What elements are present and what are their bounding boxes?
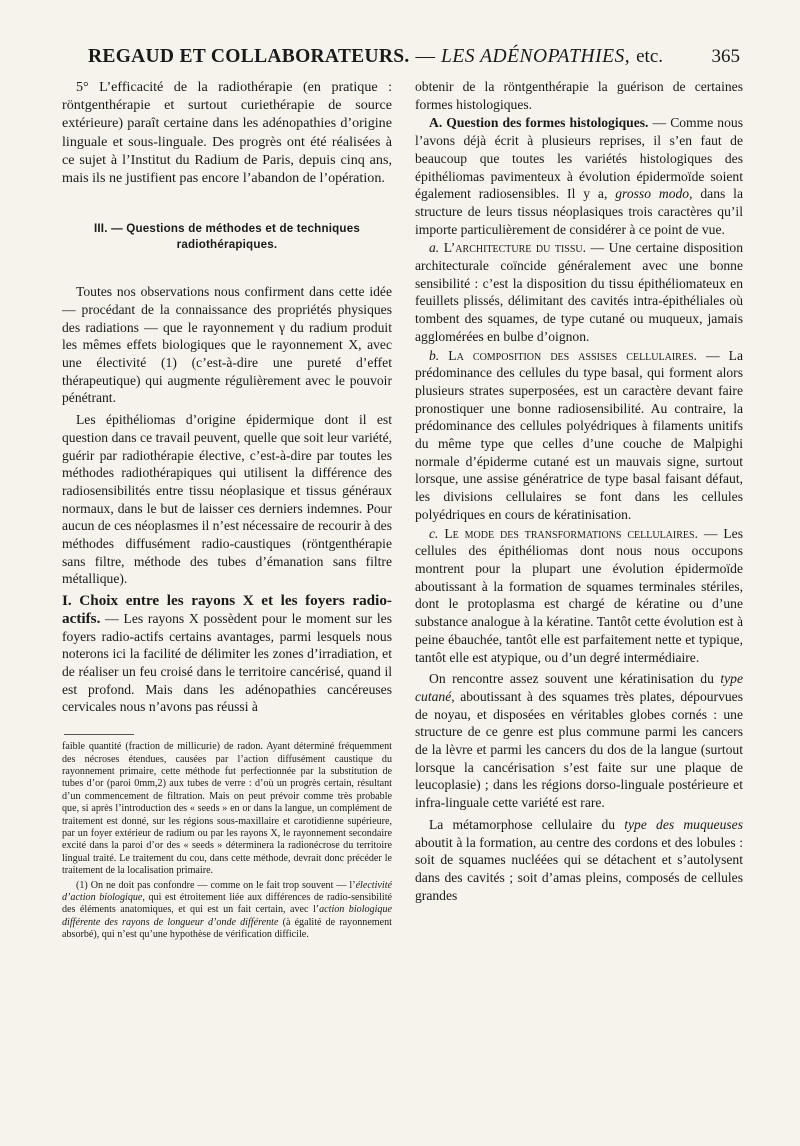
section-a-heading: A. Question des formes histologiques. xyxy=(429,115,649,131)
transformations-heading: Le mode des transformations cellulaires. xyxy=(444,525,698,541)
header-dash: — xyxy=(415,46,436,67)
running-header xyxy=(88,46,740,74)
composition-heading: La composition des assises cellulaires. xyxy=(448,347,697,363)
header-title: LES ADÉNOPATHIES, xyxy=(441,46,631,67)
paragraph-continuation: obtenir de la röntgenthérapie la guérison de certaines formes histologiques. xyxy=(415,79,743,112)
paragraph-composition: b. La composition des assises cellulaires. — La prédominance des cellules du type basal, qui forment alors plusieurs strates superposées, est un caractère devant faire pronostiquer une bonne radiosensibilité. Au contraire, la prédominance des cellules polyédriques à filaments unitifs du même type que celles d’une couche de Malpighi normale d’épiderme cutané est un mauvais signe, surtout lorsque, une assise génératrice de type basal faisant défaut, les divisions cellulaires se font dans les cellules polyédriques en cours de kératinisation. xyxy=(415,347,744,522)
paragraph-transformations: c. Le mode des transformations cellulaires. — Les cellules des épithéliomas dont nous nous occupons montrent pour la plupart une évolution épidermoïde aboutissant à la formation de squames terminales stériles, dont le protoplasma est chargé de kératine ou d’une substance analogue à la kératine. Tantôt cette évolution est à peine ébauchée, tantôt elle est parfaitement nette et typique, tantôt elle est atypique, ou d’un degré intermédiaire. xyxy=(415,525,743,665)
choice-rays-heading: I. Choix entre les rayons X et les foyers radio-actifs. xyxy=(62,592,392,627)
footnote-1: (1) On ne doit pas confondre — comme on le fait trop souvent — l’électivité d’action biologique, qui est étroitement liée aux différences de radio-sensibilité des éléments anatomiques, et qui est un fait certain, avec l’action biologique différente des rayons de longueur d’onde différente (à égalité de rayonnement absorbé), qui n’est qu’une hypothèse de vérification difficile. xyxy=(62,879,393,941)
paragraph-keratinisation: On rencontre assez souvent une kératinisation du type cutané, aboutissant à des squames très plates, dépourvues de noyau, et disposées en véritables globes cornés : une structure de ce genre est plus commune parmi les cancers de la lèvre et parmi les cancers du dos de la langue (surtout lorsque la cancérisation s’est faite sur une plaque de leucoplasie) ; dans les régions dorso-linguale postérieure et infra-linguale cette variété est rare. xyxy=(415,671,743,811)
header-etc: etc. xyxy=(636,46,664,67)
left-column xyxy=(62,78,392,942)
paragraph-choice-rays xyxy=(62,592,392,716)
right-column xyxy=(415,78,743,904)
architecture-heading: L’architecture du tissu. xyxy=(443,240,587,256)
page-number: 365 xyxy=(711,46,740,67)
section-iii-title: III. — Questions de méthodes et de techniques radiothérapiques. xyxy=(93,222,361,252)
paragraph-section-a: A. Question des formes histologiques. — Comme nous l’avons déjà écrit à plusieurs reprises, il s’en faut de beaucoup que toutes les variétés histologiques des épithéliomas pavimenteux à évolution épidermoïde soient également radiosensibles. Il y a, grosso modo, dans la structure de leurs tissus néoplasiques trois caractères qu’il importe particulièrement de considérer à ce point de vue. xyxy=(415,115,743,237)
footnote-continued: faible quantité (fraction de millicurie) de radon. Ayant déterminé fréquemment des nécroses étendues, causées par l’action diffusément caustique du rayonnement primaire, cette méthode fut perfectionnée par la substitution de tubes d’or (paroi 0mm,2) aux tubes de verre : d’où un progrès certain, résultant d’un commencement de filtration. Mais on peut prévoir comme très probable que, si après l’introduction des « seeds » en or dans la langue, un complément de traitement est donné, sur les régions sous-maxillaire et carotidienne supérieure, par un foyer extérieur de radium ou par les rayons X, le rayonnement secondaire excité dans la paroi d’or des « seeds » déterminera la radionécrose du territoire lingual traité. Le traitement du cou, dans cette méthode, devrait donc précéder le traitement de la localisation primaire. xyxy=(62,741,392,877)
header-authors: REGAUD ET COLLABORATEURS. xyxy=(88,46,410,67)
paragraph-architecture: a. L’architecture du tissu. — Une certaine disposition architecturale coïncide généralement avec une bonne sensibilité : c’est la disposition du tissu épithéliomateux en feuillets plissés, délimitant des cavités intra-épithéliales où tombent des squames, de type cutané ou muqueux, jamais agglomérées en bulbe d’oignon. xyxy=(415,240,743,344)
paragraph-epitheliomas: Les épithéliomas d’origine épidermique dont il est question dans ce travail peuvent, quelle que soit leur variété, guérir par radiothérapie élective, c’est-à-dire par toutes les méthodes radiothérapiques qui utilisent la différence des radiosensibilités entre tissu néoplasique et tissus généraux normaux, dans le but de laisser ces derniers indemnes. Pour aucun de ces néoplasmes il n’est nécessaire de recourir à des méthodes diffusément radio-caustiques (röntgenthérapie sans filtre, méthode des tubes d’émanation sans filtre métallique). xyxy=(62,412,392,587)
paragraph-observations: Toutes nos observations nous confirment dans cette idée — procédant de la connaissance des propriétés physiques des radiations — que le rayonnement γ du radium produit les mêmes effets biologiques que le rayonnement X, avec une électivité (1) (c’est-à-dire une pureté d’effet thérapeutique) qui augmente régulièrement avec le pouvoir pénétrant. xyxy=(62,284,392,406)
paragraph-metamorphose: La métamorphose cellulaire du type des muqueuses aboutit à la formation, au centre des cordons et des lobules : soit de squames nucléées qui se détachent et s’autolysent dans des cavités ; soit d’amas pleins, composés de cellules grandes xyxy=(415,816,743,903)
conclusion-5-paragraph: 5° L’efficacité de la radiothérapie (en pratique : röntgenthérapie et surtout curiethérapie de source extérieure) paraît certaine dans les adénopathies d’origine linguale et sous-linguale. Des progrès ont été réalisées à ce sujet à l’Institut du Radium de Paris, depuis cinq ans, mais ils ne justifient pas encore l’abandon de l’opération. xyxy=(62,79,392,187)
footnote-rule xyxy=(64,734,134,735)
choice-rays-body: — Les rayons X possèdent pour le moment sur les foyers radio-actifs certains avantages, parmi lesquels nous noterons ici la facilité de délimiter les zones d’irradiation, et de réaliser un feu croisé dans le territoire cancérisé, quand il est profond. Mais dans les adénopathies cancéreuses cervicales nous n’avons pas réussi à xyxy=(62,610,392,715)
